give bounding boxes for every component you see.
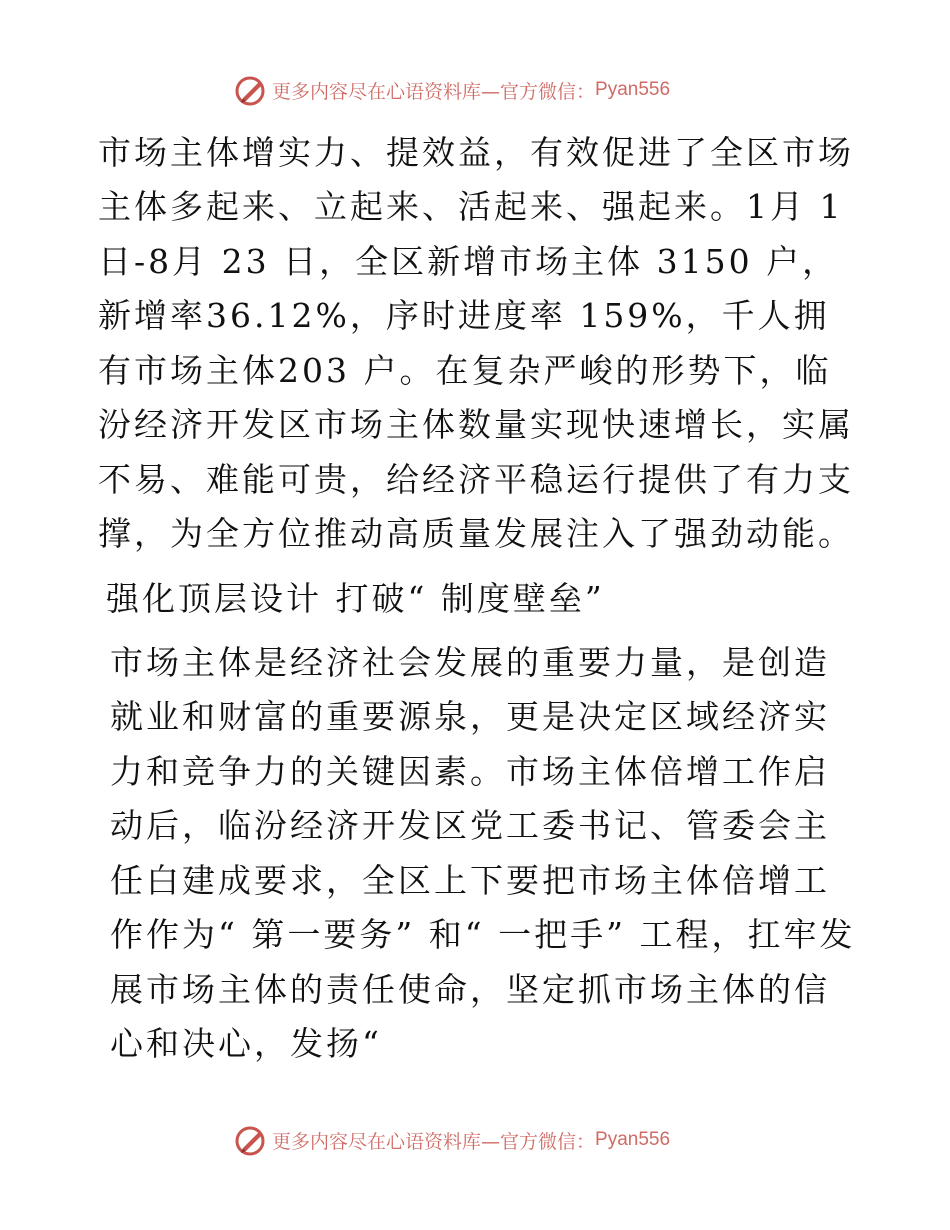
- footer-watermark: [234, 1124, 754, 1156]
- watermark-wechat-id: Pyan556: [595, 79, 671, 100]
- section-heading: 强化顶层设计 打破“ 制度壁垒”: [106, 578, 605, 618]
- document-body: [98, 126, 858, 1071]
- header-watermark: [234, 74, 754, 106]
- pen-logo-icon: [234, 74, 268, 106]
- watermark-text: 更多内容尽在心语资料库—官方微信：: [272, 80, 596, 103]
- watermark-wechat-id: Pyan556: [595, 1129, 671, 1150]
- watermark-text: 更多内容尽在心语资料库—官方微信：: [272, 1130, 596, 1153]
- body-paragraph: 市场主体是经济社会发展的重要力量，是创造就业和财富的重要源泉，更是决定区域经济实力和竞争力的关键因素。市场主体倍增工作启动后，临汾经济开发区党工委书记、管委会主任白建成要求，全区上下要把市场主体倍增工作作为“ 第一要务” 和“ 一把手” 工程，扛牢发展市场主体的责任使命，坚定抓市场主体的信心和决心，发扬“: [110, 642, 856, 1063]
- body-paragraph: 市场主体增实力、提效益，有效促进了全区市场主体多起来、立起来、活起来、强起来。1月 1 日-8月 23 日，全区新增市场主体 3150 户，新增率36.12%，序时进度率 159%，千人拥有市场主体203 户。在复杂严峻的形势下，临汾经济开发区市场主体数量实现快速增长，实属不易、难能可贵，给经济平稳运行提供了有力支撑，为全方位推动高质量发展注入了强劲动能。: [98, 133, 854, 554]
- pen-logo-icon: [234, 1124, 268, 1156]
